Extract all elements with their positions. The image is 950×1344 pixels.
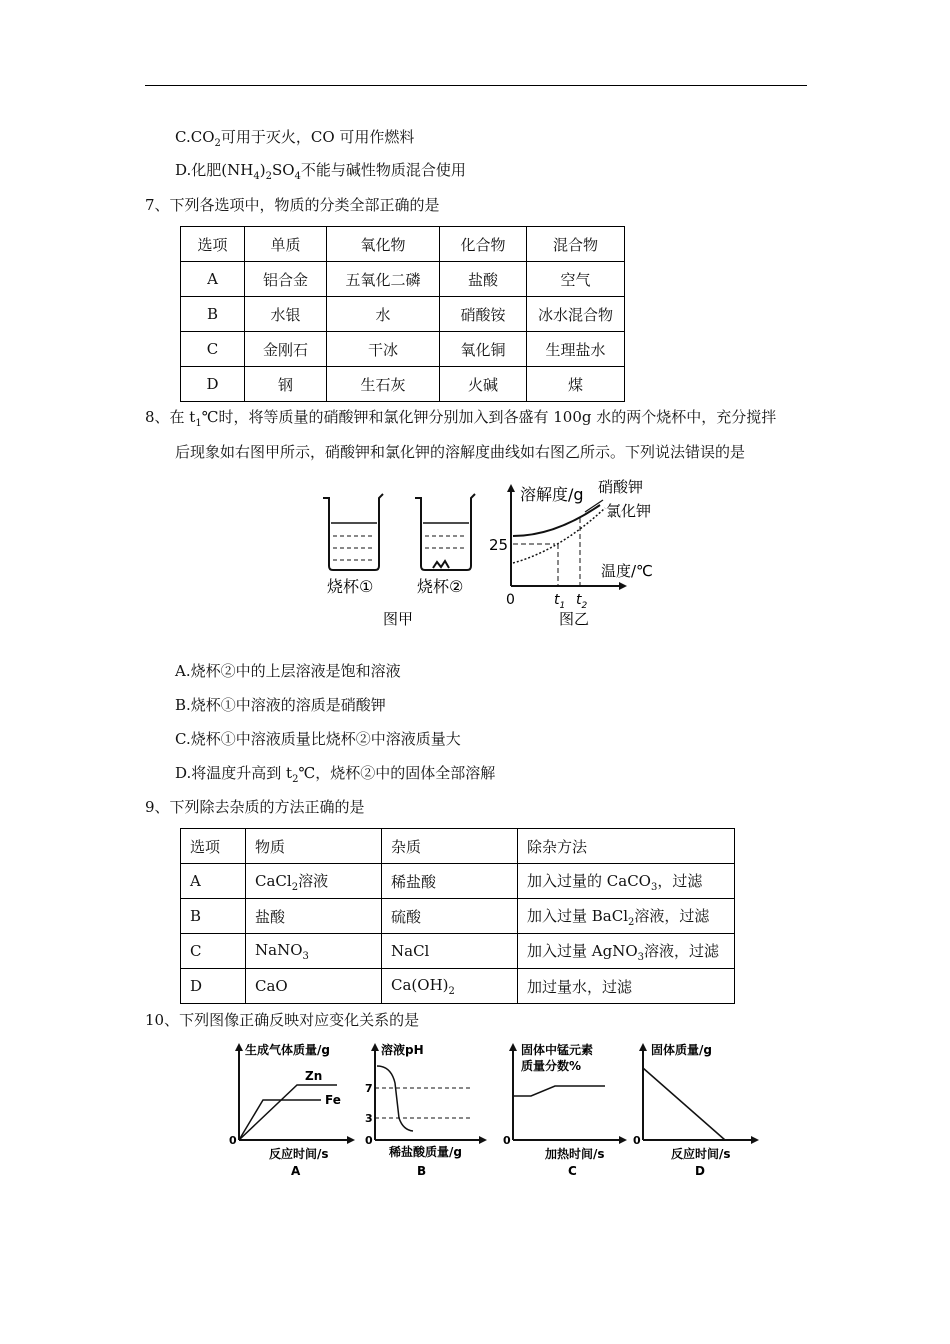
beaker-2-icon [415,494,475,570]
q8-option-a: A.烧杯②中的上层溶液是饱和溶液 [175,662,401,680]
table-header-row [181,829,735,864]
graph-c-letter: C [568,1164,577,1178]
table-cell: 水 [327,297,440,332]
graph-c-xlabel: 加热时间/s [545,1147,605,1161]
table-cell: 水银 [245,297,327,332]
table-cell: 加过量水，过滤 [518,969,735,1004]
table-cell: 金刚石 [245,332,327,367]
graph-c-ylabel-2: 质量分数% [521,1059,582,1073]
table-cell: 硫酸 [382,899,518,934]
table-cell: 煤 [527,367,625,402]
graph-d [633,1042,759,1178]
header-rule [145,85,807,86]
x-tick-t1: $t_1$ [554,592,566,611]
graph-b-letter: B [417,1164,427,1178]
q8-option-c: C.烧杯①中溶液质量比烧杯②中溶液质量大 [175,730,461,748]
table-cell: 盐酸 [440,262,527,297]
table-row [181,969,735,1004]
kno3-curve [513,505,600,536]
q8-stem-line2: 后现象如右图甲所示，硝酸钾和氯化钾的溶解度曲线如右图乙所示。下列说法错误的是 [175,443,746,461]
table-row [181,864,735,899]
table-cell: 冰水混合物 [527,297,625,332]
q8-option-d: D.将温度升高到 $t_2℃$，烧杯②中的固体全部溶解 [175,764,496,785]
beaker-1-label: 烧杯① [327,577,374,596]
graph-b [365,1042,487,1178]
q9-table [180,828,735,1004]
q8-stem-line1: 8、在 $t_1℃$时，将等质量的硝酸钾和氯化钾分别加入到各盛有 100g 水的两个烧杯中，充分搅拌 [145,408,777,429]
table-row [181,934,735,969]
table-cell: 加入过量 AgNO$_3$溶液，过滤 [518,934,735,969]
table-row [181,899,735,934]
graph-d-letter: D [695,1164,705,1178]
q10-graphs [225,1038,765,1183]
table-header-cell: 除杂方法 [518,829,735,864]
graph-a-origin: 0 [229,1134,237,1147]
graph-a-ylabel: 生成气体质量/g [245,1043,330,1057]
table-cell: 生理盐水 [527,332,625,367]
graph-c-ylabel: 固体中锰元素 [521,1043,594,1057]
chart-ylabel: 溶解度/g [520,485,584,504]
table-cell: CaO [246,969,382,1004]
table-cell: 火碱 [440,367,527,402]
y-tick-25: 25 [489,536,509,554]
q8-option-b: B.烧杯①中溶液的溶质是硝酸钾 [175,696,386,714]
table-cell: 生石灰 [327,367,440,402]
graph-a-letter: A [291,1164,301,1178]
table-cell: 氧化铜 [440,332,527,367]
graph-a-zn-label: Zn [305,1069,323,1083]
curve-label-kcl: 氯化钾 [606,502,652,520]
table-cell: 加入过量的 CaCO$_3$，过滤 [518,864,735,899]
table-cell: A [181,262,245,297]
table-header-cell: 单质 [245,227,327,262]
graph-b-tick-3: 3 [365,1112,373,1125]
table-cell: B [181,899,246,934]
table-cell: D [181,367,245,402]
table-cell: NaNO$_3$ [246,934,382,969]
table-cell: 硝酸铵 [440,297,527,332]
graph-d-ylabel: 固体质量/g [651,1043,712,1057]
table-header-cell: 氧化物 [327,227,440,262]
beaker-2-label: 烧杯② [417,577,464,596]
chart-xlabel: 温度/℃ [601,562,653,580]
beaker-1-icon [323,494,383,570]
table-header-cell: 物质 [246,829,382,864]
q6-option-c: $C.CO_2$可用于灭火，CO 可用作燃料 [175,128,415,149]
table-cell: NaCl [382,934,518,969]
table-cell: 加入过量 BaCl$_2$溶液，过滤 [518,899,735,934]
table-cell: 五氧化二磷 [327,262,440,297]
x-tick-t2: $t_2$ [576,592,588,611]
graph-d-xlabel: 反应时间/s [671,1147,731,1161]
table-header-cell: 化合物 [440,227,527,262]
table-cell: 稀盐酸 [382,864,518,899]
table-cell: A [181,864,246,899]
chart-origin: 0 [506,592,515,608]
table-cell: B [181,297,245,332]
table-header-cell: 选项 [181,227,245,262]
table-cell: C [181,332,245,367]
graph-b-ylabel: 溶液pH [381,1043,424,1057]
q7-table [180,226,625,402]
curve-label-kno3: 硝酸钾 [598,478,644,496]
graph-a-fe-label: Fe [325,1093,341,1107]
table-cell: 铝合金 [245,262,327,297]
table-row [181,367,625,402]
graph-a [229,1042,355,1178]
caption-fig-a: 图甲 [383,610,414,628]
q8-figure [315,478,665,630]
graph-d-origin: 0 [633,1134,641,1147]
graph-a-xlabel: 反应时间/s [269,1147,329,1161]
graph-b-xlabel: 稀盐酸质量/g [389,1145,462,1159]
graph-c-origin: 0 [503,1134,511,1147]
table-cell: D [181,969,246,1004]
table-header-cell: 选项 [181,829,246,864]
table-row [181,297,625,332]
table-row [181,332,625,367]
table-header-row [181,227,625,262]
table-row [181,262,625,297]
table-header-cell: 混合物 [527,227,625,262]
table-cell: $Ca(OH)_2$ [382,969,518,1004]
table-cell: 盐酸 [246,899,382,934]
table-cell: 干冰 [327,332,440,367]
q7-stem: 7、下列各选项中，物质的分类全部正确的是 [145,196,440,214]
graph-b-origin: 0 [365,1134,373,1147]
q6-option-d: D.化肥$(NH_4)_2SO_4$不能与碱性物质混合使用 [175,161,466,182]
graph-b-tick-7: 7 [365,1082,373,1095]
table-cell: CaCl$_2$溶液 [246,864,382,899]
table-cell: C [181,934,246,969]
caption-fig-b: 图乙 [559,610,590,628]
table-cell: 空气 [527,262,625,297]
table-cell: 钢 [245,367,327,402]
table-header-cell: 杂质 [382,829,518,864]
q9-stem: 9、下列除去杂质的方法正确的是 [145,798,365,816]
graph-c [503,1042,627,1178]
q10-stem: 10、下列图像正确反映对应变化关系的是 [145,1011,420,1029]
